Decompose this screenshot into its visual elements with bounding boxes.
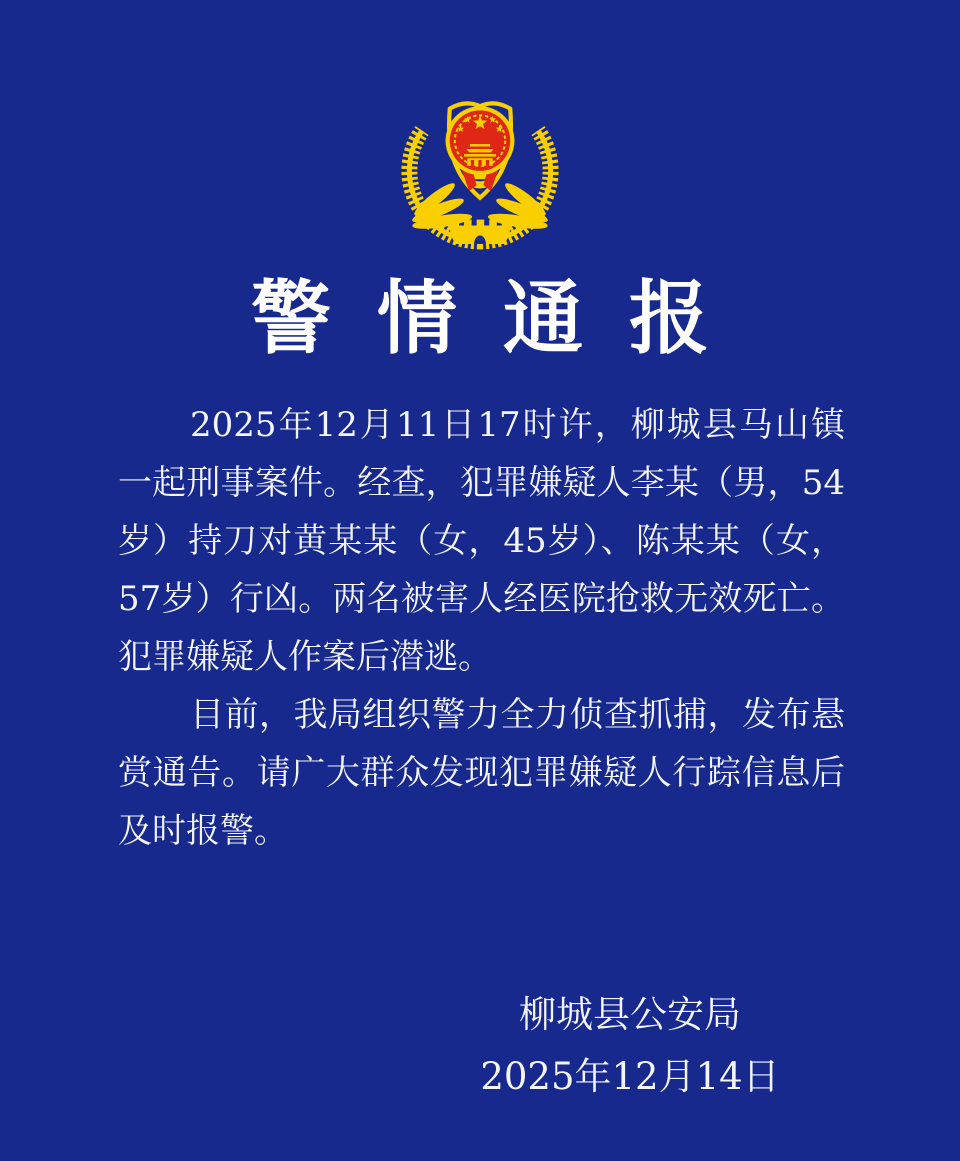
issue-date: 2025年12月14日 bbox=[480, 1055, 780, 1098]
notice-line: 57岁）行凶。两名被害人经医院抢救无效死亡。 bbox=[118, 579, 845, 619]
notice-line: 2025年12月11日17时许，柳城县马山镇 bbox=[190, 405, 845, 445]
police-badge-emblem bbox=[396, 76, 564, 254]
notice-line: 目前，我局组织警力全力侦查抓捕，发布悬 bbox=[190, 695, 845, 735]
issuer-name: 柳城县公安局 bbox=[518, 993, 741, 1036]
signature-block bbox=[480, 984, 779, 1108]
police-badge-icon bbox=[396, 76, 564, 254]
notice-line: 赏通告。请广大群众发现犯罪嫌疑人行踪信息后 bbox=[118, 753, 845, 793]
notice-title: 警情通报 bbox=[251, 271, 755, 365]
notice-body bbox=[118, 396, 845, 860]
notice-line: 犯罪嫌疑人作案后潜逃。 bbox=[118, 637, 492, 677]
notice-line: 一起刑事案件。经查，犯罪嫌疑人李某（男，54 bbox=[118, 463, 845, 503]
notice-line: 及时报警。 bbox=[118, 811, 288, 851]
notice-line: 岁）持刀对黄某某（女，45岁）、陈某某（女， bbox=[118, 521, 845, 561]
